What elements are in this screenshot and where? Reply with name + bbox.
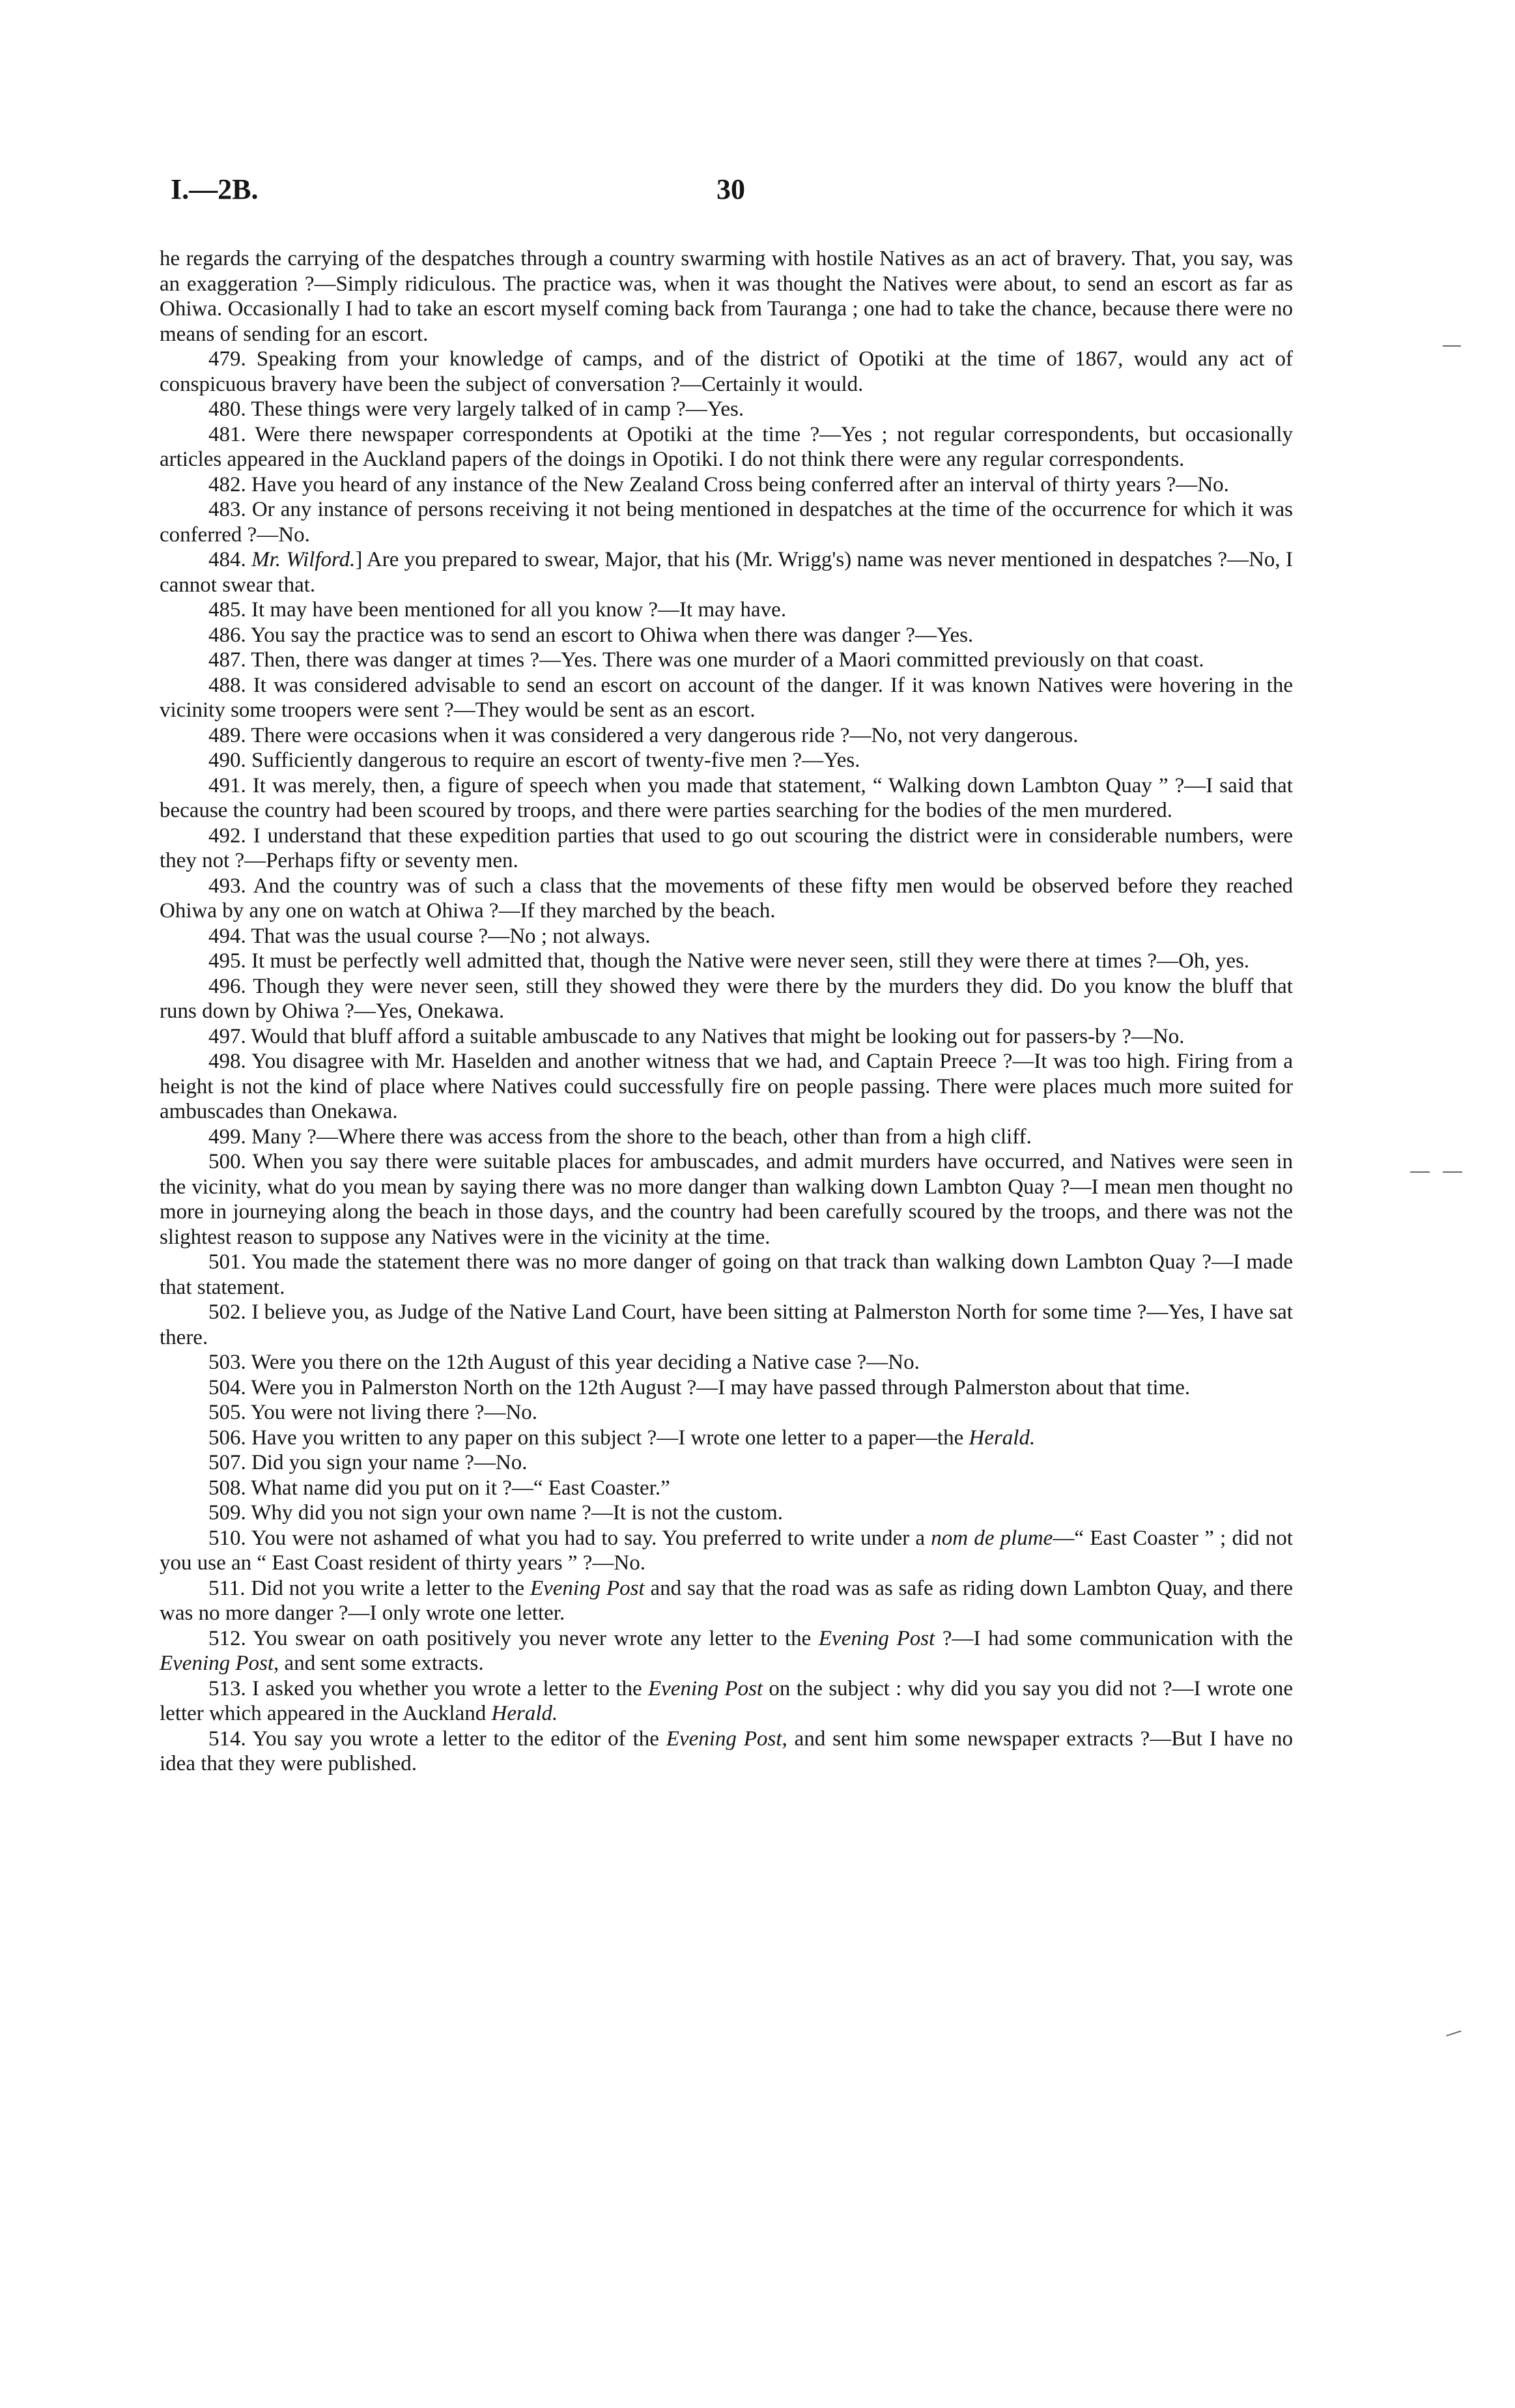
margin-mark [1446,2030,1461,2036]
paragraph-498: 498. You disagree with Mr. Haselden and another witness that we had, and Captain Preece ?—It was too high. Firing from a height is not the kind of place where Natives could successfully fire on people passing. There were places much more suited for ambuscades than Onekawa. [160,1050,1293,1123]
paragraph-487: 487. Then, there was danger at times ?—Yes. There was one murder of a Maori committed previously on that coast. [208,648,1204,672]
paragraph-490: 490. Sufficiently dangerous to require an escort of twenty-five men ?—Yes. [208,749,860,772]
paragraph-485: 485. It may have been mentioned for all you know ?—It may have. [208,598,787,622]
paragraph-510: 510. You were not ashamed of what you had to say. You preferred to write under a nom de plume—“ East Coaster ” ; did not you use an “ East Coast resident of thirty years ” ?—No. [160,1526,1293,1575]
paragraph-512: 512. You swear on oath positively you never wrote any letter to the Evening Post ?—I had some communication with the Evening Post, and sent some extracts. [160,1626,1293,1675]
paragraph-511: 511. Did not you write a letter to the Evening Post and say that the road was as safe as riding down Lambton Quay, and there was no more danger ?—I only wrote one letter. [160,1576,1293,1625]
paragraph-497: 497. Would that bluff afford a suitable ambuscade to any Natives that might be looking out for passers-by ?—No. [208,1024,1185,1048]
paragraph-507: 507. Did you sign your name ?—No. [208,1451,528,1474]
paragraph-493: 493. And the country was of such a class that the movements of these fifty men would be observed before they reached Ohiwa by any one on watch at Ohiwa ?—If they marched by the beach. [160,874,1293,923]
paragraph-503: 503. Were you there on the 12th August of this year deciding a Native case ?—No. [208,1351,920,1374]
margin-mark [1443,345,1461,347]
paragraph-500: 500. When you say there were suitable places for ambuscades, and admit murders have occurred, and Natives were seen in the vicinity, what do you mean by saying there was no more danger than walking down Lambton Quay ?—I mean men thought no more in journeying along the beach in those days, and the country had been carefully scoured by the troops, and there was not the slightest reason to suppose any Natives were in the vicinity at the time. [160,1150,1293,1249]
paragraph-502: 502. I believe you, as Judge of the Native Land Court, have been sitting at Palmerston North for some time ?—Yes, I have sat there. [160,1300,1293,1349]
page-number: 30 [716,173,745,205]
margin-mark [1443,1171,1462,1173]
paragraph-489: 489. There were occasions when it was considered a very dangerous ride ?—No, not very dangerous. [208,723,1079,747]
body-text [160,246,1293,1777]
margin-mark [1410,1171,1430,1173]
paragraph-486: 486. You say the practice was to send an escort to Ohiwa when there was danger ?—Yes. [208,623,974,647]
paragraph-508: 508. What name did you put on it ?—“ East Coaster.” [208,1476,670,1500]
paragraph-488: 488. It was considered advisable to send an escort on account of the danger. If it was known Natives were hovering in the vicinity some troopers were sent ?—They would be sent as an escort. [160,673,1293,722]
speaker-name: Mr. Wilford. [251,548,356,571]
paragraph-480: 480. These things were very largely talked of in camp ?—Yes. [208,397,744,421]
paragraph-482: 482. Have you heard of any instance of the New Zealand Cross being conferred after an interval of thirty years ?—No. [208,472,1229,496]
paragraph-504: 504. Were you in Palmerston North on the 12th August ?—I may have passed through Palmerston about that time. [208,1375,1191,1399]
paragraph-479: 479. Speaking from your knowledge of camps, and of the district of Opotiki at the time of 1867, would any act of conspicuous bravery have been the subject of conversation ?—Certainly it would. [160,347,1293,396]
paragraph-501: 501. You made the statement there was no more danger of going on that track than walking down Lambton Quay ?—I made that statement. [160,1250,1293,1299]
paragraph-496: 496. Though they were never seen, still they showed they were there by the murders they did. Do you know the bluff that runs down by Ohiwa ?—Yes, Onekawa. [160,974,1293,1023]
paragraph-495: 495. It must be perfectly well admitted that, though the Native were never seen, still they were there at times ?—Oh, yes. [208,949,1250,973]
paragraph-499: 499. Many ?—Where there was access from the shore to the beach, other than from a high cliff. [208,1125,1032,1149]
paragraph-491: 491. It was merely, then, a figure of speech when you made that statement, “ Walking down Lambton Quay ” ?—I said that because the country had been scoured by troops, and there were parties searching for the bodies of the men murdered. [160,773,1293,822]
paragraph-505: 505. You were not living there ?—No. [208,1401,538,1424]
paragraph-513: 513. I asked you whether you wrote a letter to the Evening Post on the subject : why did you say you did not ?—I wrote one letter which appeared in the Auckland Herald. [160,1676,1294,1725]
paragraph-481: 481. Were there newspaper correspondents at Opotiki at the time ?—Yes ; not regular correspondents, but occasionally articles appeared in the Auckland papers of the doings in Opotiki. I do not think there were any regular correspondents. [160,422,1293,471]
document-reference: I.—2B. [171,173,259,205]
paragraph-506: 506. Have you written to any paper on this subject ?—I wrote one letter to a paper—the Herald. [208,1426,1036,1450]
paragraph-continued: he regards the carrying of the despatches through a country swarming with hostile Natives as an act of bravery. That, you say, was an exaggeration ?—Simply ridiculous. The practice was, when it was thought the Natives were about, to send an escort as far as Ohiwa. Occasionally I had to take an escort myself coming back from Tauranga ; one had to take the chance, because there were no means of sending for an escort. [160,247,1293,346]
paragraph-492: 492. I understand that these expedition parties that used to go out scouring the district were in considerable numbers, were they not ?—Perhaps fifty or seventy men. [160,824,1293,872]
page-header [0,173,1515,218]
paragraph-483: 483. Or any instance of persons receiving it not being mentioned in despatches at the time of the occurrence for which it was conferred ?—No. [160,498,1293,547]
paragraph-509: 509. Why did you not sign your own name ?—It is not the custom. [208,1501,784,1525]
paragraph-484: 484. Mr. Wilford.] Are you prepared to swear, Major, that his (Mr. Wrigg's) name was never mentioned in despatches ?—No, I cannot swear that. [160,548,1293,597]
paragraph-494: 494. That was the usual course ?—No ; not always. [208,924,651,948]
paragraph-514: 514. You say you wrote a letter to the editor of the Evening Post, and sent him some newspaper extracts ?—But I have no idea that they were published. [160,1727,1293,1775]
